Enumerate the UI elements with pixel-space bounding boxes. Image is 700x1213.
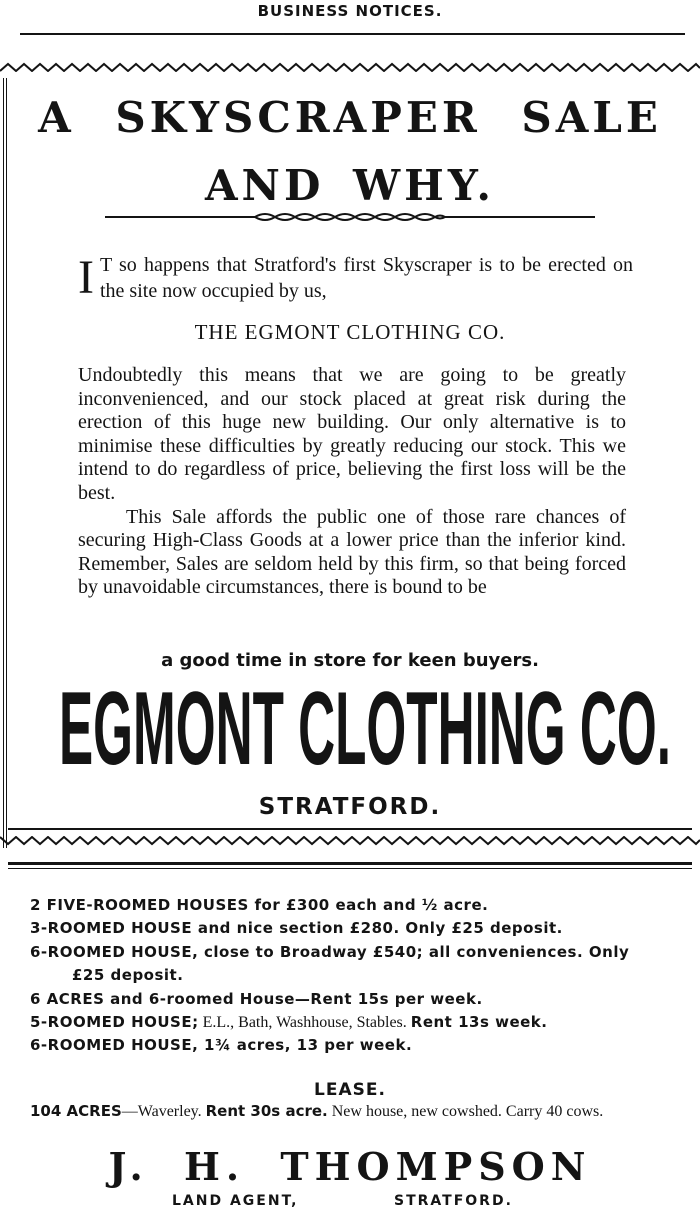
lease-location: —Waverley. [121,1103,206,1120]
agent-name: J. H. THOMPSON [108,1144,592,1189]
section-divider-thin [8,868,692,869]
list-item: 2 FIVE-ROOMED HOUSES for £300 each and ½ acre. [30,896,489,914]
brand-name: EGMONT CLOTHING CO. [59,671,671,780]
section-header: BUSINESS NOTICES. [257,2,443,20]
list-item: 3-ROOMED HOUSE and nice section £280. Only £25 deposit. [30,919,563,938]
section-divider-thick [8,862,692,865]
list-item: 6-ROOMED HOUSE, 1¾ acres, 13 per week. [30,1036,413,1055]
firm-name: THE EGMONT CLOTHING CO. [194,320,506,344]
property-listings [30,894,690,1058]
body-paragraph-2: This Sale affords the public one of those rare chances of securing High-Class Goods at a lower price than the inferior kind. Remember, Sales are seldom held by this firm, so that being forced by unavoidable circumstances, there is bound to be [78,505,626,599]
tagline: a good time in store for keen buyers. [161,650,539,671]
list-item: 6-ROOMED HOUSE, close to Broadway £540; all conveniences. Only [30,942,630,961]
advert-body [78,364,626,600]
brand-wordmark [0,670,700,780]
lease-heading: LEASE. [314,1080,386,1100]
lease-rent: Rent 30s acre. [205,1102,328,1120]
agent-title: LAND AGENT, [172,1193,299,1209]
top-zigzag-border [0,62,700,72]
bottom-zigzag-border [0,836,700,846]
advert-title-line2: AND WHY. [204,161,496,210]
body-paragraph-1: Undoubtedly this means that we are going to be greatly inconvenienced, and our stock placed at great risk during the erection of this huge new building. Our only alternative is to minimise these difficulties by greatly reducing our stock. This we intend to do regardless of price, believing the first loss will be the best. [78,364,626,504]
list-item: 6 ACRES and 6-roomed House—Rent 15s per week. [30,989,483,1008]
advert-location: STRATFORD. [258,794,442,820]
ornamental-divider [105,210,595,224]
list-item-continuation: £25 deposit. [72,966,184,985]
agent-details [172,1190,572,1212]
agent-town: STRATFORD. [394,1193,513,1209]
advert-title-line1: A SKYSCRAPER SALE [38,93,662,142]
lease-notes: New house, new cowshed. Carry 40 cows. [327,1103,604,1120]
intro-paragraph [78,252,633,304]
intro-text: T so happens that Stratford's first Skyscraper is to be erected on the site now occupied by us, [99,254,633,302]
advert-bottom-rule [8,828,692,830]
list-item: 5-ROOMED HOUSE; E.L., Bath, Washhouse, Stables. Rent 13s week. [30,1013,548,1032]
lease-details [30,1100,690,1123]
header-rule [20,33,685,35]
drop-cap: I [78,251,94,304]
lease-acres: 104 ACRES [30,1102,122,1120]
